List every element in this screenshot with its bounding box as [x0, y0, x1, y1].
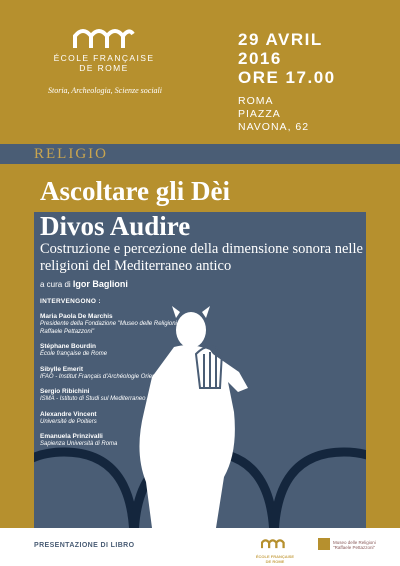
- logo-line2: DE ROME: [79, 63, 129, 73]
- series-band: [0, 144, 400, 164]
- speaker-item: [40, 433, 180, 449]
- event-place: [238, 95, 309, 134]
- date-year: 2016: [238, 49, 282, 68]
- curator-name: Igor Baglioni: [72, 279, 128, 289]
- speaker-affiliation: École française de Rome: [40, 351, 108, 357]
- logo-line1: ÉCOLE FRANÇAISE: [53, 53, 155, 63]
- efr-logo: [52, 28, 156, 73]
- curator-line: [40, 279, 128, 289]
- series-label: RELIGIO: [34, 146, 108, 162]
- place-city: ROMA: [238, 95, 274, 107]
- date-day: 29 AVRIL: [238, 30, 323, 49]
- place-address: NAVONA, 62: [238, 121, 310, 133]
- speaker-name: Alexandre Vincent: [40, 410, 97, 418]
- speaker-affiliation: Université de Poitiers: [40, 418, 97, 425]
- speaker-name: Emanuela Prinzivalli: [40, 433, 103, 440]
- speaker-item: [40, 343, 180, 359]
- footer-logo-line1: ÉCOLE FRANÇAISE: [255, 554, 295, 559]
- arches-logo-icon: [73, 28, 135, 50]
- museo-name: [333, 540, 376, 550]
- event-date: [238, 30, 336, 87]
- speaker-affiliation: ISMA - Istituto di Studi sul Mediterraneo Antico: [40, 396, 164, 402]
- event-type-label: PRESENTAZIONE DI LIBRO: [34, 542, 135, 549]
- museo-line2: "Raffaele Pettazzoni": [333, 545, 376, 550]
- museo-line1: Museo delle Religioni: [333, 540, 376, 545]
- speaker-name: Maria Paola De Marchis: [40, 313, 113, 320]
- footer-efr-logo: [255, 536, 295, 564]
- speaker-affiliation: Presidente della Fondazione "Museo delle Religioni Raffaele Pettazzoni": [40, 321, 177, 335]
- speakers-heading: INTERVENGONO :: [40, 298, 101, 305]
- speaker-name: Sibylle Emerit: [40, 365, 83, 373]
- footer-logo-line2: DE ROME: [265, 559, 285, 564]
- footer-arches-icon: [261, 539, 289, 549]
- place-square: PIAZZA: [238, 108, 281, 120]
- speaker-item: [40, 411, 180, 427]
- museo-logo-icon: [318, 538, 330, 550]
- speaker-name: Sergio Ribichini: [40, 388, 90, 395]
- event-title-latin: Divos Audire: [40, 211, 191, 241]
- event-subtitle: Costruzione e percezione della dimensione sonora nelle religioni del Mediterraneo antico: [40, 241, 363, 274]
- logo-tagline: Storia, Archeologia, Scienze sociali: [48, 86, 162, 95]
- speaker-item: [40, 313, 180, 336]
- date-time: ORE 17.00: [238, 68, 336, 87]
- curator-prefix: a cura di: [40, 280, 71, 289]
- speaker-item: [40, 366, 180, 382]
- speaker-name: Stéphane Bourdin: [40, 343, 96, 350]
- speaker-affiliation: Sapienza Università di Roma: [40, 441, 118, 447]
- speaker-affiliation: IFAO - Institut Français d'Archéologie Orientale: [40, 373, 166, 380]
- speaker-item: [40, 388, 180, 404]
- event-title: Ascoltare gli Dèi: [40, 176, 230, 206]
- speakers-list: [40, 313, 180, 456]
